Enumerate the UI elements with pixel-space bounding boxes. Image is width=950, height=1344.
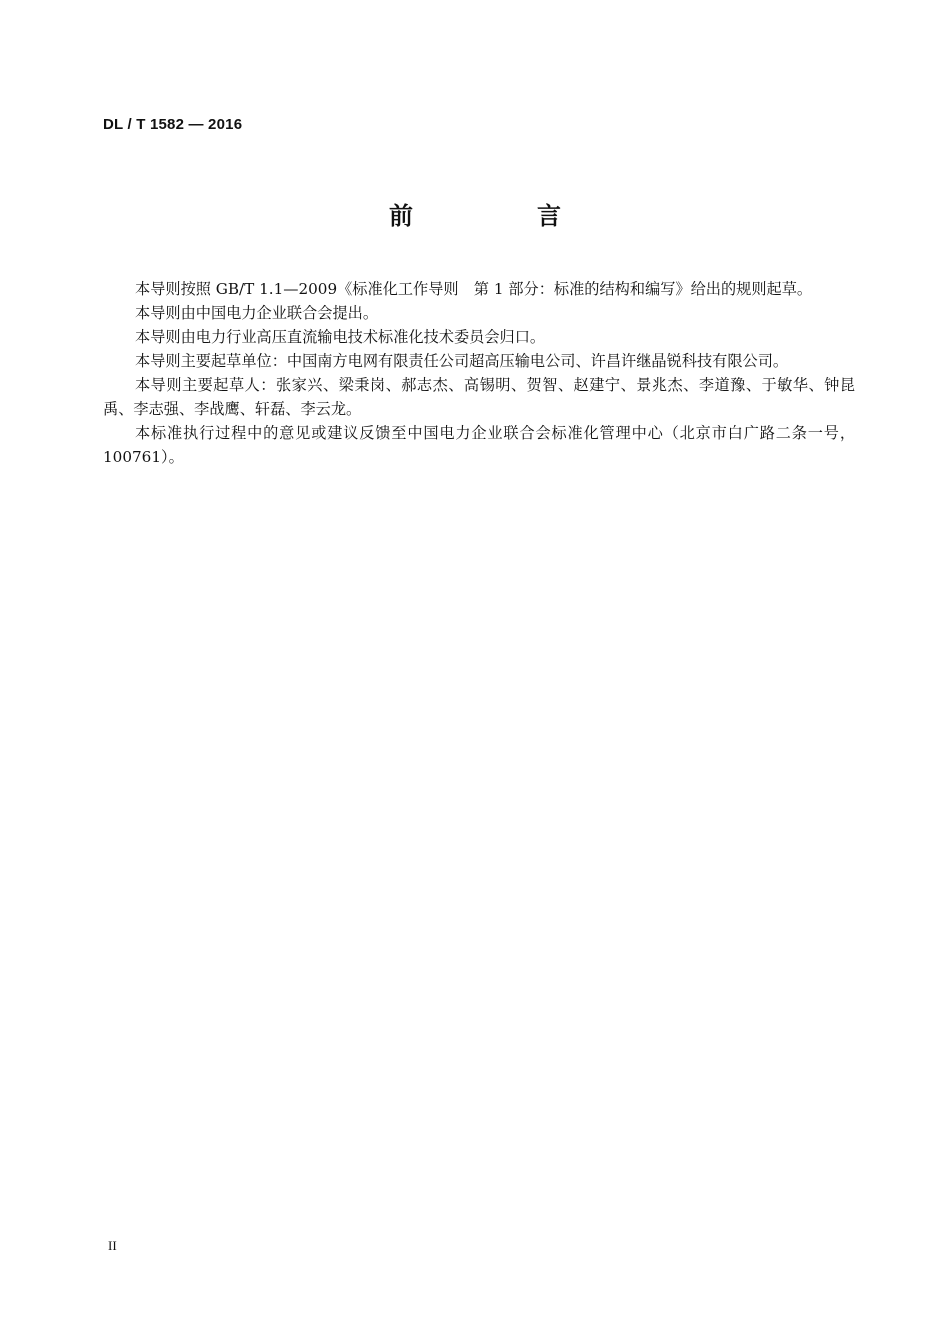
paragraph-committee: 本导则由电力行业高压直流输电技术标准化技术委员会归口。 [135,328,546,346]
page-number: II [108,1238,117,1253]
paragraph-drafting-units: 本导则主要起草单位：中国南方电网有限责任公司超高压输电公司、许昌许继晶锐科技有限公司。 [135,352,789,370]
foreword-body [103,277,855,469]
paragraph-drafting-rules: 本导则按照 GB/T 1.1—2009《标准化工作导则 第 1 部分：标准的结构和编写》给出的规则起草。 [135,280,813,298]
paragraph-feedback: 本标准执行过程中的意见或建议反馈至中国电力企业联合会标准化管理中心（北京市白广路二条一号，100761）。 [103,424,855,466]
paragraph-proposer: 本导则由中国电力企业联合会提出。 [135,304,378,322]
page-title: 前 言 [389,202,611,230]
standard-code: DL / T 1582 — 2016 [103,116,243,133]
paragraph-drafters: 本导则主要起草人：张家兴、梁秉岗、郝志杰、高锡明、贺智、赵建宁、景兆杰、李道豫、于敏华、钟昆禹、李志强、李战鹰、轩磊、李云龙。 [103,376,855,418]
